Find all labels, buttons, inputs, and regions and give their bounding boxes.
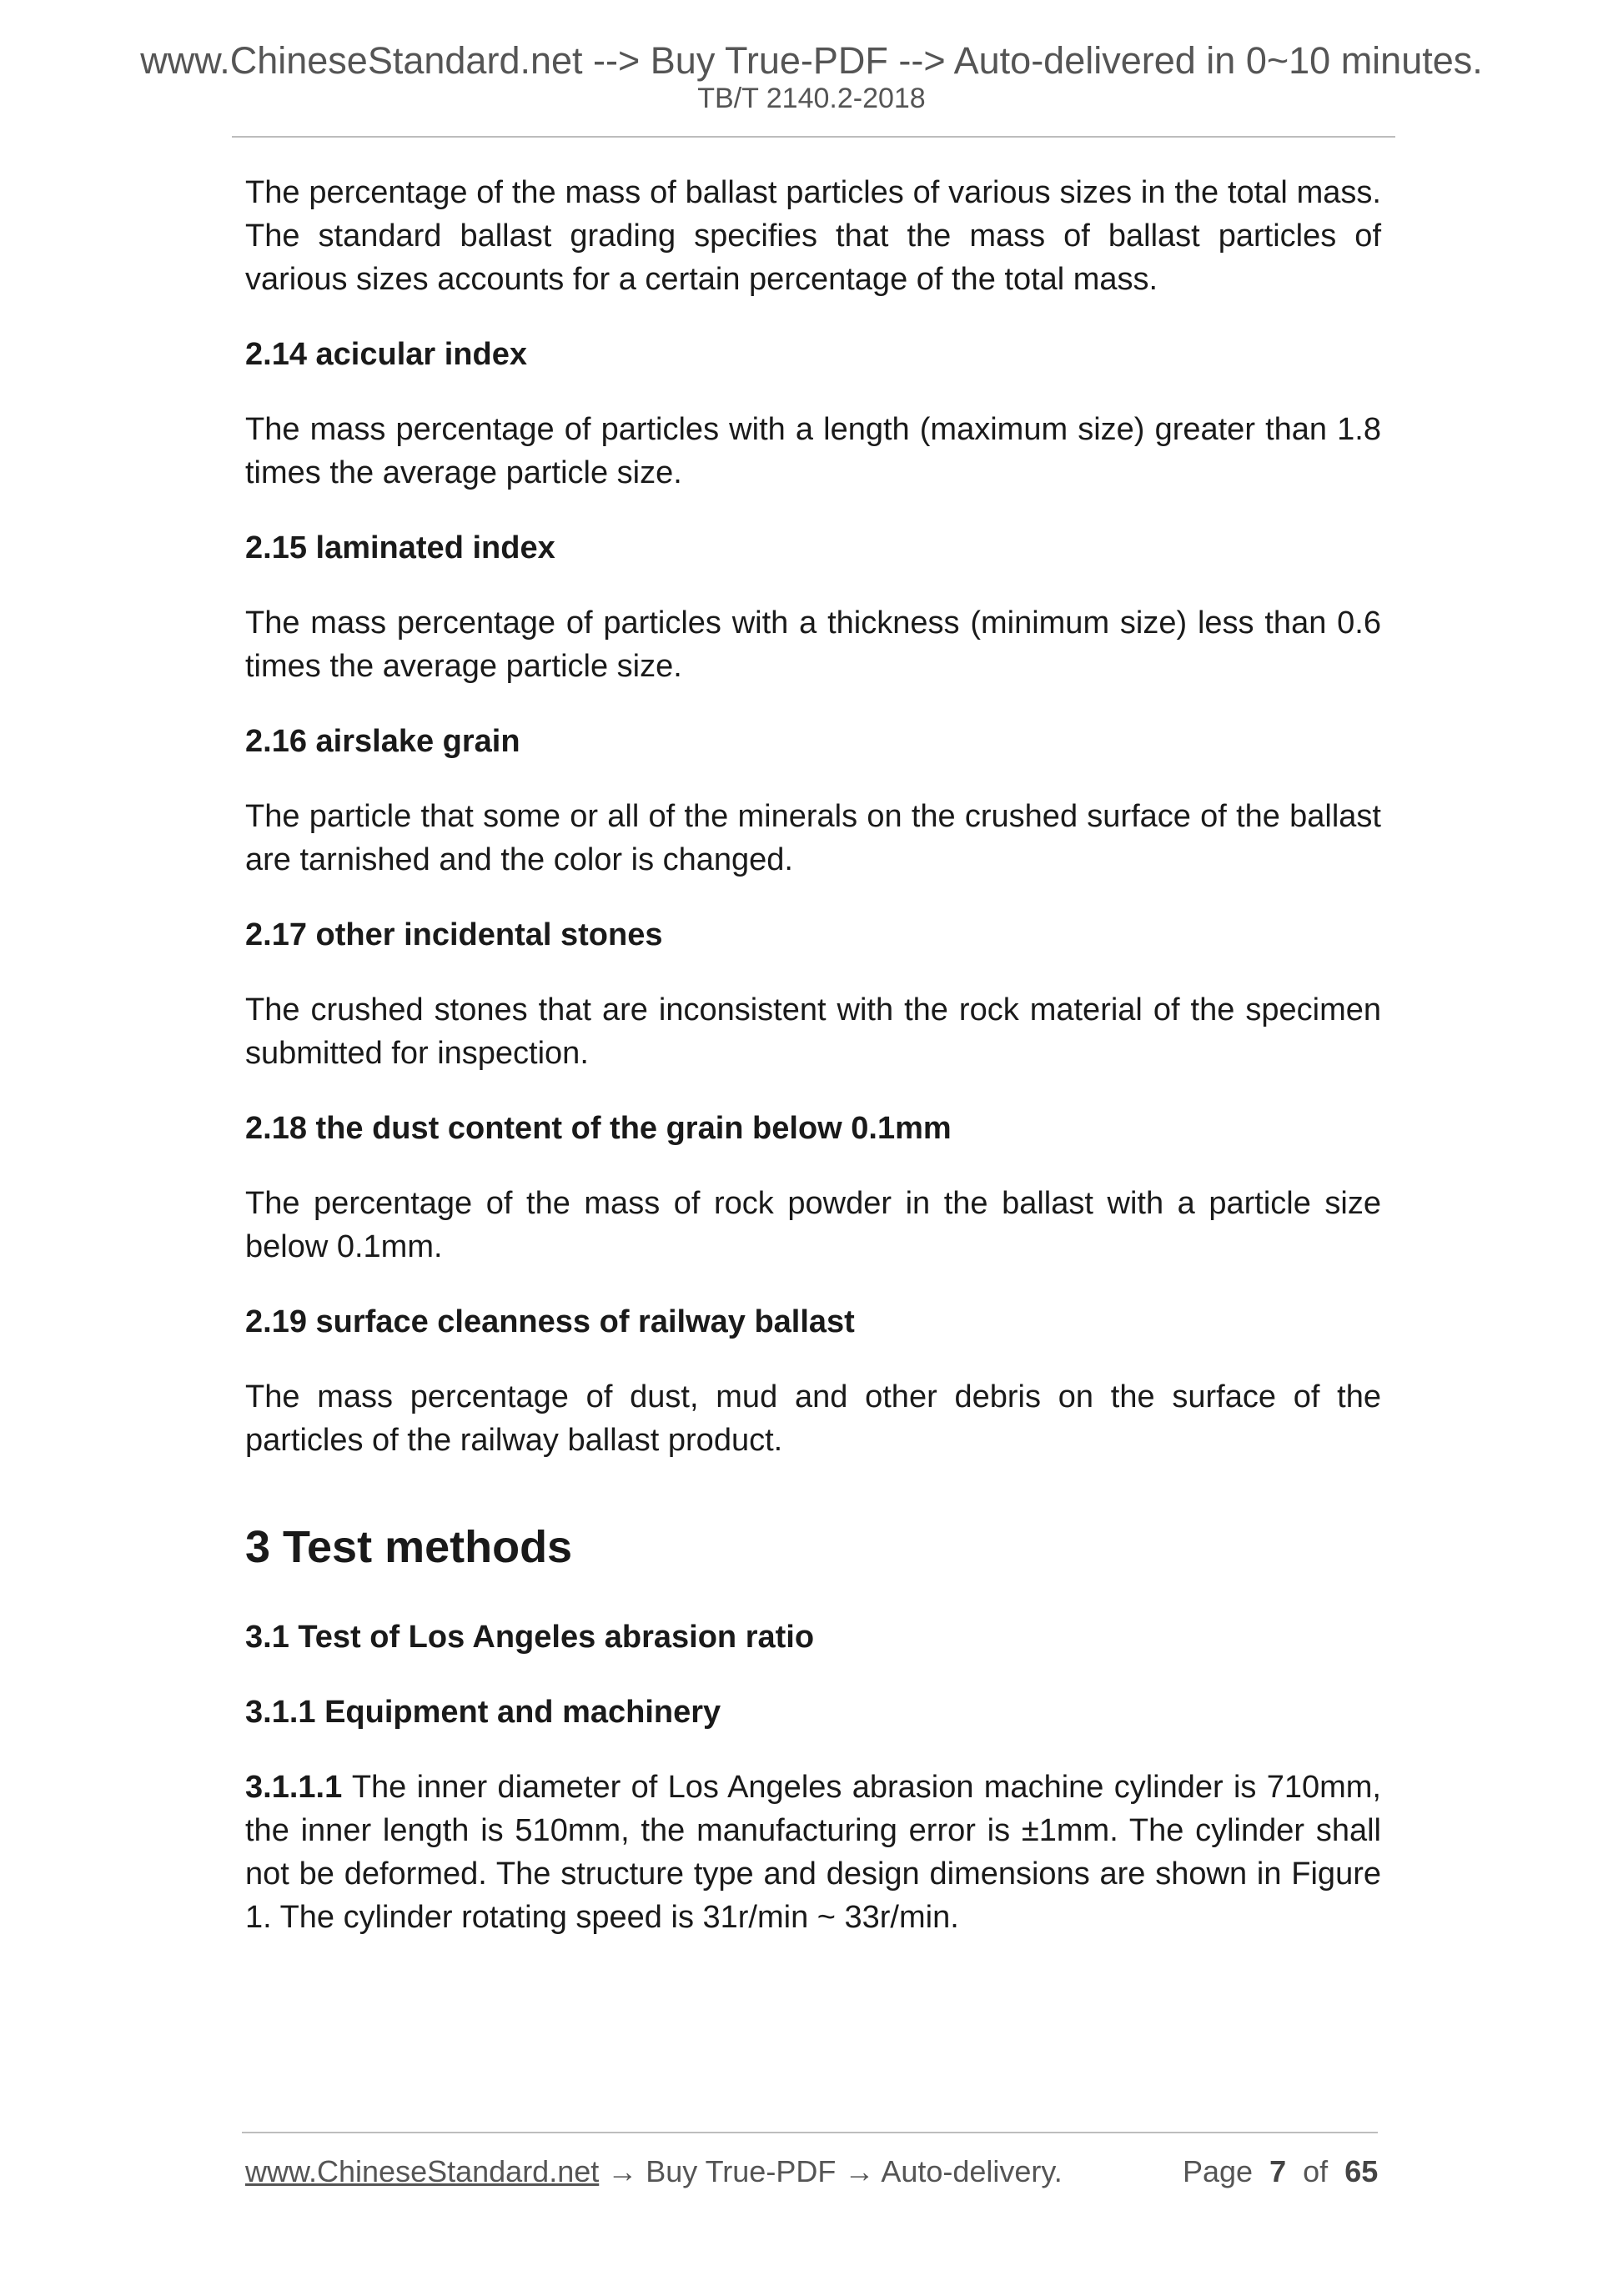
clause-number: 3.1.1.1 bbox=[245, 1770, 343, 1805]
term-heading-2-18: 2.18 the dust content of the grain below 0.1mm bbox=[245, 1111, 952, 1146]
term-heading-2-16: 2.16 airslake grain bbox=[245, 724, 520, 759]
intro-paragraph: The percentage of the mass of ballast particles of various sizes in the total mass. The standard ballast grading specifies that the mass of ballast particles of various sizes accounts for a certain percentage of the total mass. bbox=[245, 175, 1381, 297]
page-label: Page bbox=[1183, 2154, 1254, 2188]
document-body bbox=[245, 171, 1381, 1939]
term-heading-2-14: 2.14 acicular index bbox=[245, 337, 527, 372]
term-heading-2-17: 2.17 other incidental stones bbox=[245, 917, 663, 952]
page-current: 7 bbox=[1269, 2154, 1287, 2188]
clause-text: The inner diameter of Los Angeles abrasion machine cylinder is 710mm, the inner length is 510mm, the manufacturing error is ±1mm. The cylinder shall not be deformed. The structure type and design dimensions are shown in Figure 1. The cylinder rotating speed is 31r/min ~ 33r/min. bbox=[245, 1770, 1381, 1935]
term-definition-2-14: The mass percentage of particles with a length (maximum size) greater than 1.8 times the average particle size. bbox=[245, 412, 1381, 490]
footer-divider bbox=[242, 2132, 1378, 2133]
term-heading-2-15: 2.15 laminated index bbox=[245, 530, 555, 565]
top-banner: www.ChineseStandard.net --> Buy True-PDF --> Auto-delivered in 0~10 minutes. bbox=[140, 39, 1483, 82]
footer-tagline: → Buy True-PDF → Auto-delivery. bbox=[599, 2154, 1063, 2188]
term-heading-2-19: 2.19 surface cleanness of railway ballast bbox=[245, 1304, 855, 1339]
term-definition-2-16: The particle that some or all of the minerals on the crushed surface of the ballast are tarnished and the color is changed. bbox=[245, 799, 1381, 877]
page-of-label: of bbox=[1303, 2154, 1329, 2188]
term-definition-2-18: The percentage of the mass of rock powder in the ballast with a particle size below 0.1mm. bbox=[245, 1186, 1381, 1264]
clause-3-1-1-1 bbox=[245, 1766, 1381, 1939]
subsection-heading: 3.1 Test of Los Angeles abrasion ratio bbox=[245, 1620, 815, 1655]
section-heading: 3 Test methods bbox=[245, 1522, 573, 1572]
page-indicator bbox=[1183, 2153, 1378, 2190]
term-definition-2-19: The mass percentage of dust, mud and other debris on the surface of the particles of the railway ballast product. bbox=[245, 1379, 1381, 1458]
standard-id: TB/T 2140.2-2018 bbox=[697, 83, 926, 114]
header-divider bbox=[232, 136, 1395, 138]
footer-site-link[interactable]: www.ChineseStandard.net bbox=[245, 2154, 600, 2188]
footer-left bbox=[245, 2153, 1063, 2190]
term-definition-2-15: The mass percentage of particles with a thickness (minimum size) less than 0.6 times the average particle size. bbox=[245, 605, 1381, 684]
page-total: 65 bbox=[1344, 2154, 1379, 2188]
term-definition-2-17: The crushed stones that are inconsistent with the rock material of the specimen submitted for inspection. bbox=[245, 992, 1381, 1071]
subsubsection-heading: 3.1.1 Equipment and machinery bbox=[245, 1695, 721, 1730]
